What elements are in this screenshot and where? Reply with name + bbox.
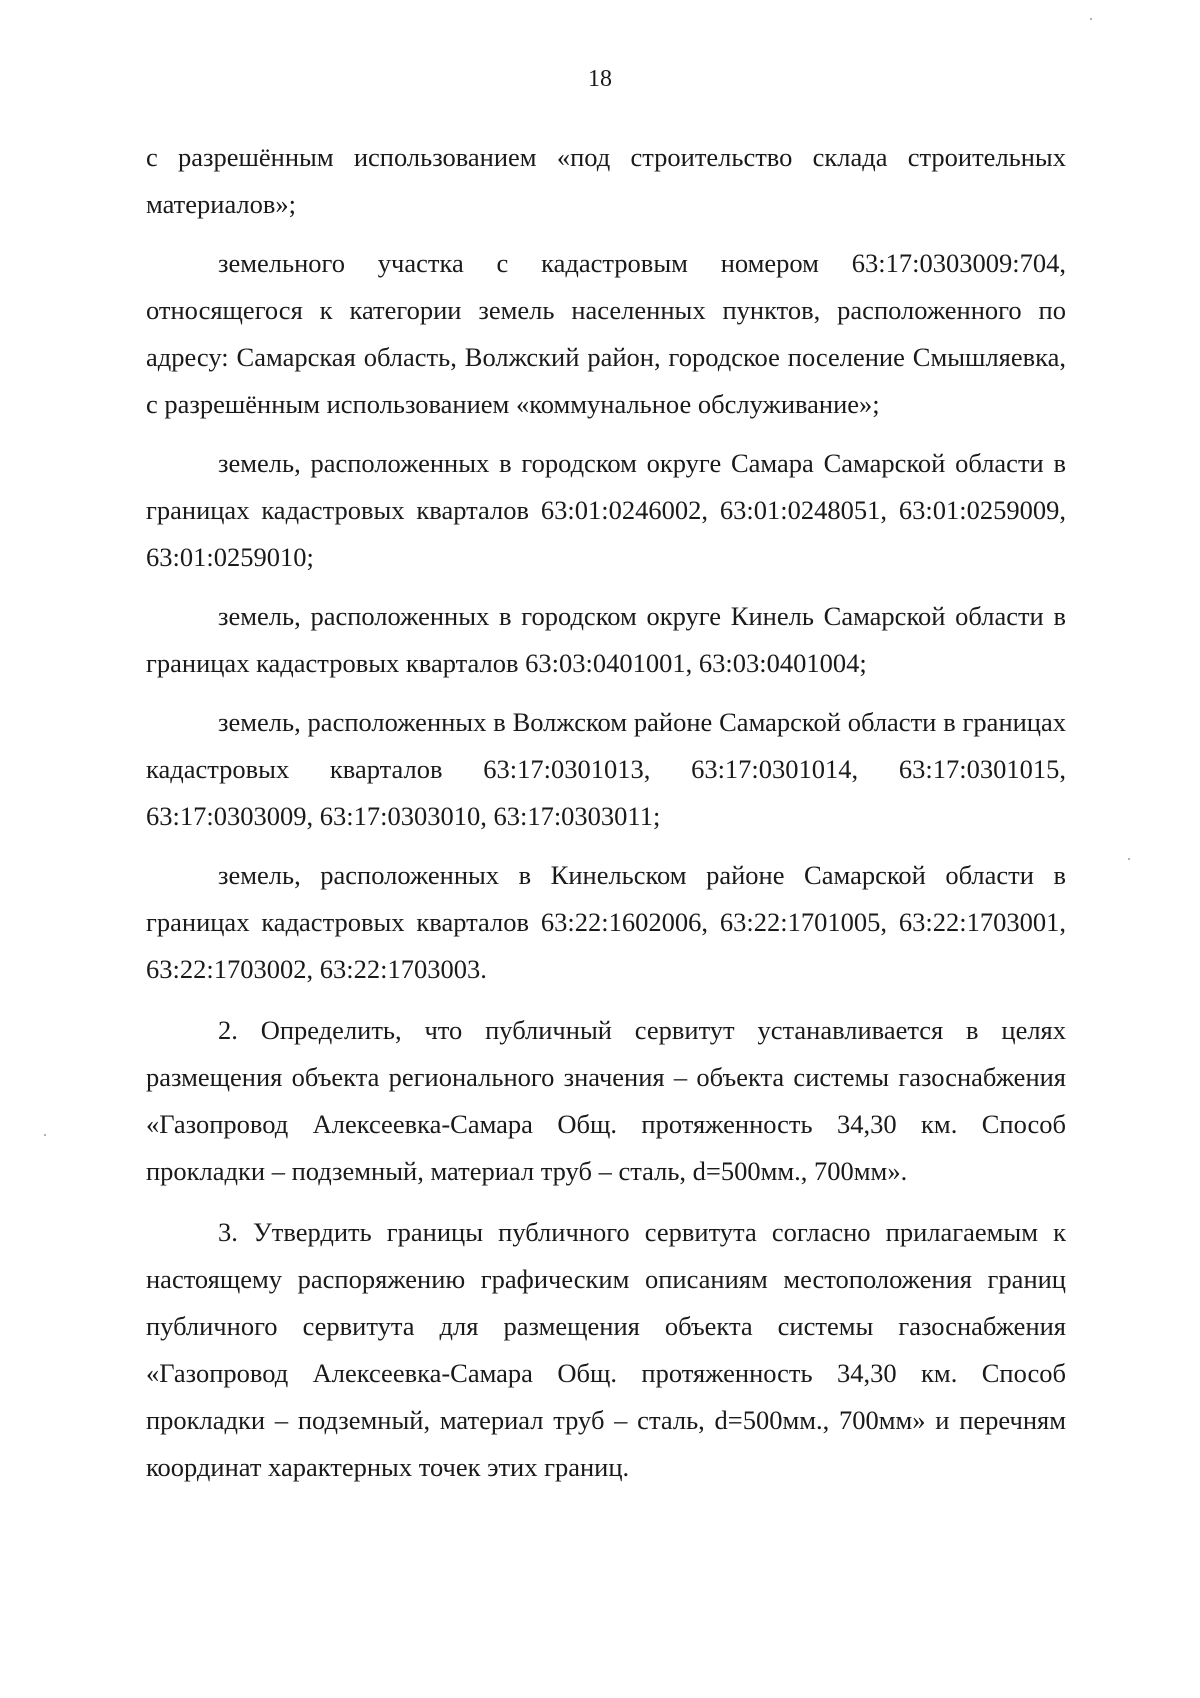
paragraph-lands-samara: земель, расположенных в городском округе Самара Самарской области в границах кадастровых кварталов 63:01:0246002, 63:01:0248051, 63:01:0259009, 63:01:0259010;	[146, 448, 1066, 572]
paragraph-land-plot: земельного участка с кадастровым номером 63:17:0303009:704, относящегося к категории земель населенных пунктов, расположенного по адресу: Самарская область, Волжский район, городское поселение Смышляевка, с разрешённым использованием «коммунальное обслуживание»;	[146, 248, 1066, 419]
paragraph-lands-kinelsky: земель, расположенных в Кинельском районе Самарской области в границах кадастровых кварталов 63:22:1602006, 63:22:1701005, 63:22:1703001, 63:22:1703002, 63:22:1703003.	[146, 860, 1066, 984]
paragraph-lands-kinel: земель, расположенных в городском округе Кинель Самарской области в границах кадастровых кварталов 63:03:0401001, 63:03:0401004;	[146, 601, 1066, 678]
scan-speck	[1090, 18, 1092, 20]
scan-speck	[44, 1134, 46, 1136]
paragraph-lands-volzhsky: земель, расположенных в Волжском районе Самарской области в границах кадастровых кварталов 63:17:0301013, 63:17:0301014, 63:17:0301015, 63:17:0303009, 63:17:0303010, 63:17:0303011;	[146, 707, 1066, 831]
paragraph-item-3: 3. Утвердить границы публичного сервитута согласно прилагаемым к настоящему распоряжению графическим описаниям местоположения границ публичного сервитута для размещения объекта системы газоснабжения «Газопровод Алексеевка-Самара Общ. протяженность 34,30 км. Способ прокладки – подземный, материал труб – сталь, d=500мм., 700мм» и перечням координат характерных точек этих границ.	[146, 1217, 1066, 1482]
page-number: 18	[588, 66, 612, 92]
scan-speck	[1128, 858, 1130, 860]
document-body	[146, 134, 1066, 1491]
paragraph-item-2: 2. Определить, что публичный сервитут устанавливается в целях размещения объекта регионального значения – объекта системы газоснабжения «Газопровод Алексеевка-Самара Общ. протяженность 34,30 км. Способ прокладки – подземный, материал труб – сталь, d=500мм., 700мм».	[146, 1015, 1066, 1186]
paragraph-continuation: с разрешённым использованием «под строительство склада строительных материалов»;	[146, 142, 1066, 219]
